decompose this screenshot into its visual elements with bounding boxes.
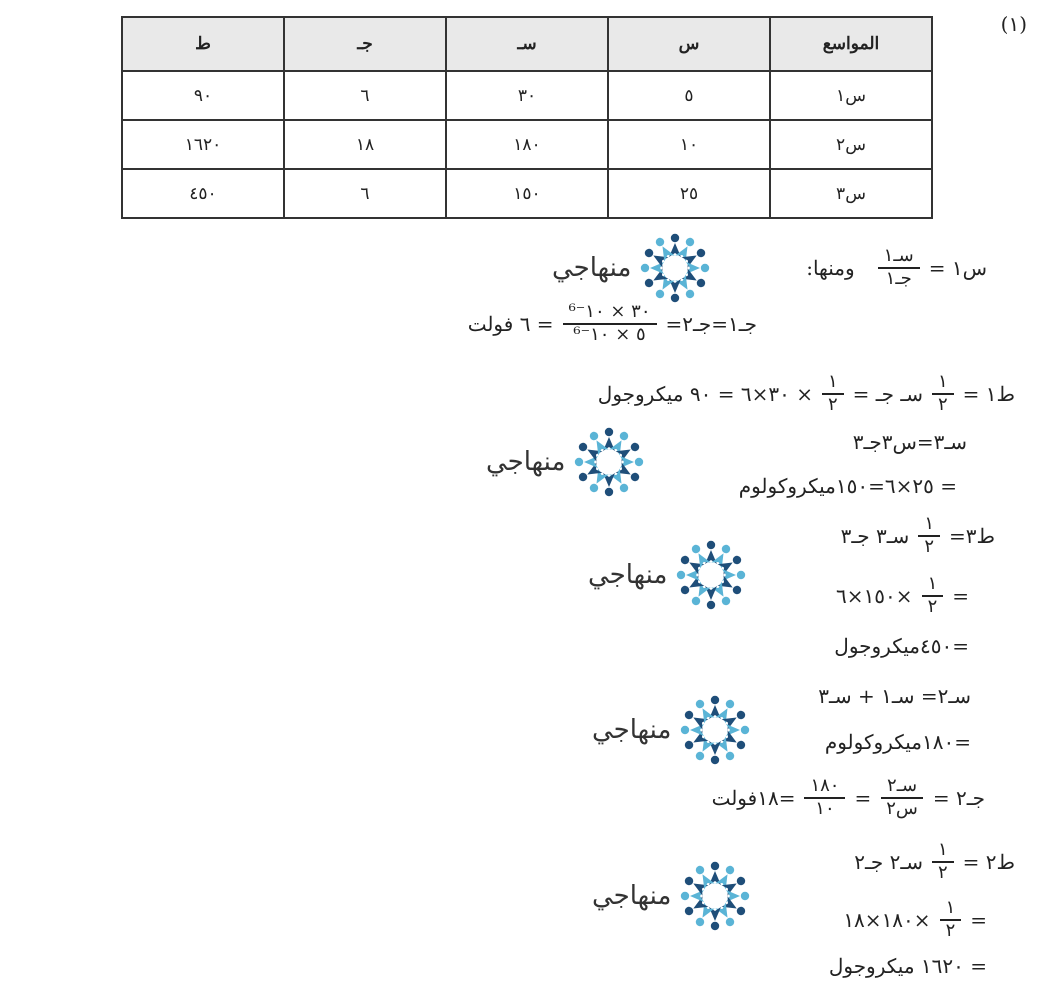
frac-den: ٢ xyxy=(924,535,934,557)
eq-text: = xyxy=(854,785,872,810)
eq-text: سـ٣=س٣جـ٣ xyxy=(852,430,967,454)
logo-text: منهاجي xyxy=(486,447,566,477)
logo-text: منهاجي xyxy=(552,253,632,283)
cell-capacitance: ٥ xyxy=(608,71,770,120)
header-capacitor: المواسع xyxy=(770,17,932,71)
eq-text: ط٣= xyxy=(948,523,995,548)
eq-q3-result xyxy=(739,474,957,498)
capacitor-table xyxy=(121,16,933,219)
fraction xyxy=(922,574,944,617)
eq-text: ط١ = xyxy=(962,381,1015,406)
fraction xyxy=(804,776,845,819)
eq-e1 xyxy=(598,372,1015,415)
eq-text: = ١٦٢٠ ميكروجول xyxy=(828,954,987,978)
eq-text: سـ٢ جـ٢ xyxy=(854,849,923,874)
logo xyxy=(592,858,753,934)
header-capacitance: س xyxy=(608,17,770,71)
cell-capacitor: س٢ xyxy=(770,120,932,169)
logo-wheel-icon xyxy=(673,537,749,613)
logo xyxy=(588,537,749,613)
logo-text: منهاجي xyxy=(592,881,672,911)
frac-den: ٥ × ١٠⁻⁶ xyxy=(573,323,646,345)
eq-text: = ٢٥×٦=١٥٠ميكروكولوم xyxy=(738,474,957,498)
logo-wheel-icon xyxy=(571,424,647,500)
eq-text: س١ = xyxy=(928,255,987,280)
frac-num: ٣٠ × ١٠⁻⁶ xyxy=(563,302,657,325)
cell-energy: ١٦٢٠ xyxy=(122,120,284,169)
eq-text: =١٨فولت xyxy=(711,785,796,810)
fraction xyxy=(880,776,924,819)
eq-text: ×١٥٠×٦ xyxy=(836,583,913,608)
frac-num: ١٨٠ xyxy=(804,776,845,799)
frac-den: ٢ xyxy=(927,595,938,617)
eq-text: = ٦ فولت xyxy=(467,311,554,336)
eq-text: = xyxy=(970,907,987,932)
cell-charge: ١٥٠ xyxy=(446,169,608,218)
eq-e2 xyxy=(854,840,1015,883)
table-row xyxy=(122,120,932,169)
fraction xyxy=(563,302,657,345)
eq-q2 xyxy=(818,684,971,708)
eq-q3 xyxy=(853,430,967,454)
logo-wheel-icon xyxy=(677,692,753,768)
eq-text: سـ٢= سـ١ + سـ٣ xyxy=(818,684,971,708)
fraction xyxy=(878,246,920,289)
eq-text: جـ٢ = xyxy=(932,785,985,810)
eq-text: جـ١=جـ٢= xyxy=(665,311,757,336)
frac-num: ١ xyxy=(922,574,944,597)
cell-capacitance: ٢٥ xyxy=(608,169,770,218)
eq-e3 xyxy=(841,514,995,557)
frac-num: ١ xyxy=(940,898,962,921)
logo xyxy=(592,692,753,768)
cell-energy: ٩٠ xyxy=(122,71,284,120)
cell-capacitance: ١٠ xyxy=(608,120,770,169)
fraction xyxy=(822,372,844,415)
question-number: (١) xyxy=(1000,12,1027,36)
cell-voltage: ٦ xyxy=(284,71,446,120)
eq-text: سـ٣ جـ٣ xyxy=(840,523,910,548)
table-row xyxy=(122,169,932,218)
logo xyxy=(552,230,713,306)
eq-text: ط٢ = xyxy=(962,849,1015,874)
fraction xyxy=(932,372,954,415)
frac-den: ١٠ xyxy=(815,797,835,819)
frac-den: ٢ xyxy=(945,919,956,941)
cell-voltage: ١٨ xyxy=(284,120,446,169)
fraction xyxy=(940,898,962,941)
eq-text: ومنها: xyxy=(806,255,855,280)
logo-wheel-icon xyxy=(677,858,753,934)
frac-num: ١ xyxy=(918,514,940,537)
frac-den: ٢ xyxy=(937,393,948,415)
eq-e3-result xyxy=(834,634,969,658)
eq-c1 xyxy=(806,246,987,289)
header-charge: سـ xyxy=(446,17,608,71)
frac-den: جـ١ xyxy=(885,267,912,289)
logo xyxy=(486,424,647,500)
frac-num: ١ xyxy=(822,372,844,395)
eq-e2-result xyxy=(829,954,987,978)
frac-den: س٢ xyxy=(886,797,918,819)
eq-e2-sub xyxy=(843,898,987,941)
frac-num: ١ xyxy=(932,372,954,395)
table-header-row xyxy=(122,17,932,71)
cell-voltage: ٦ xyxy=(284,169,446,218)
frac-den: ٢ xyxy=(827,393,838,415)
frac-num: سـ١ xyxy=(878,246,920,269)
eq-q2-result xyxy=(825,730,971,754)
eq-e3-sub xyxy=(836,574,969,617)
eq-text: سـ جـ = xyxy=(852,381,923,406)
frac-num: ١ xyxy=(932,840,954,863)
logo-text: منهاجي xyxy=(592,715,672,745)
eq-text: =٤٥٠ميكروجول xyxy=(834,634,969,658)
eq-text: × ٣٠×٦ = ٩٠ ميكروجول xyxy=(597,381,813,406)
fraction xyxy=(918,514,940,557)
eq-v2 xyxy=(712,776,985,819)
cell-capacitor: س٣ xyxy=(770,169,932,218)
header-voltage: جـ xyxy=(284,17,446,71)
cell-capacitor: س١ xyxy=(770,71,932,120)
cell-charge: ١٨٠ xyxy=(446,120,608,169)
eq-text: = xyxy=(952,583,969,608)
fraction xyxy=(932,840,954,883)
eq-text: ×١٨٠×١٨ xyxy=(843,907,931,932)
frac-num: سـ٢ xyxy=(881,776,923,799)
logo-text: منهاجي xyxy=(588,560,668,590)
eq-v1 xyxy=(468,302,757,345)
eq-text: =١٨٠ميكروكولوم xyxy=(824,730,971,754)
table-row xyxy=(122,71,932,120)
cell-charge: ٣٠ xyxy=(446,71,608,120)
cell-energy: ٤٥٠ xyxy=(122,169,284,218)
header-energy: ط xyxy=(122,17,284,71)
frac-den: ٢ xyxy=(937,861,948,883)
logo-wheel-icon xyxy=(637,230,713,306)
